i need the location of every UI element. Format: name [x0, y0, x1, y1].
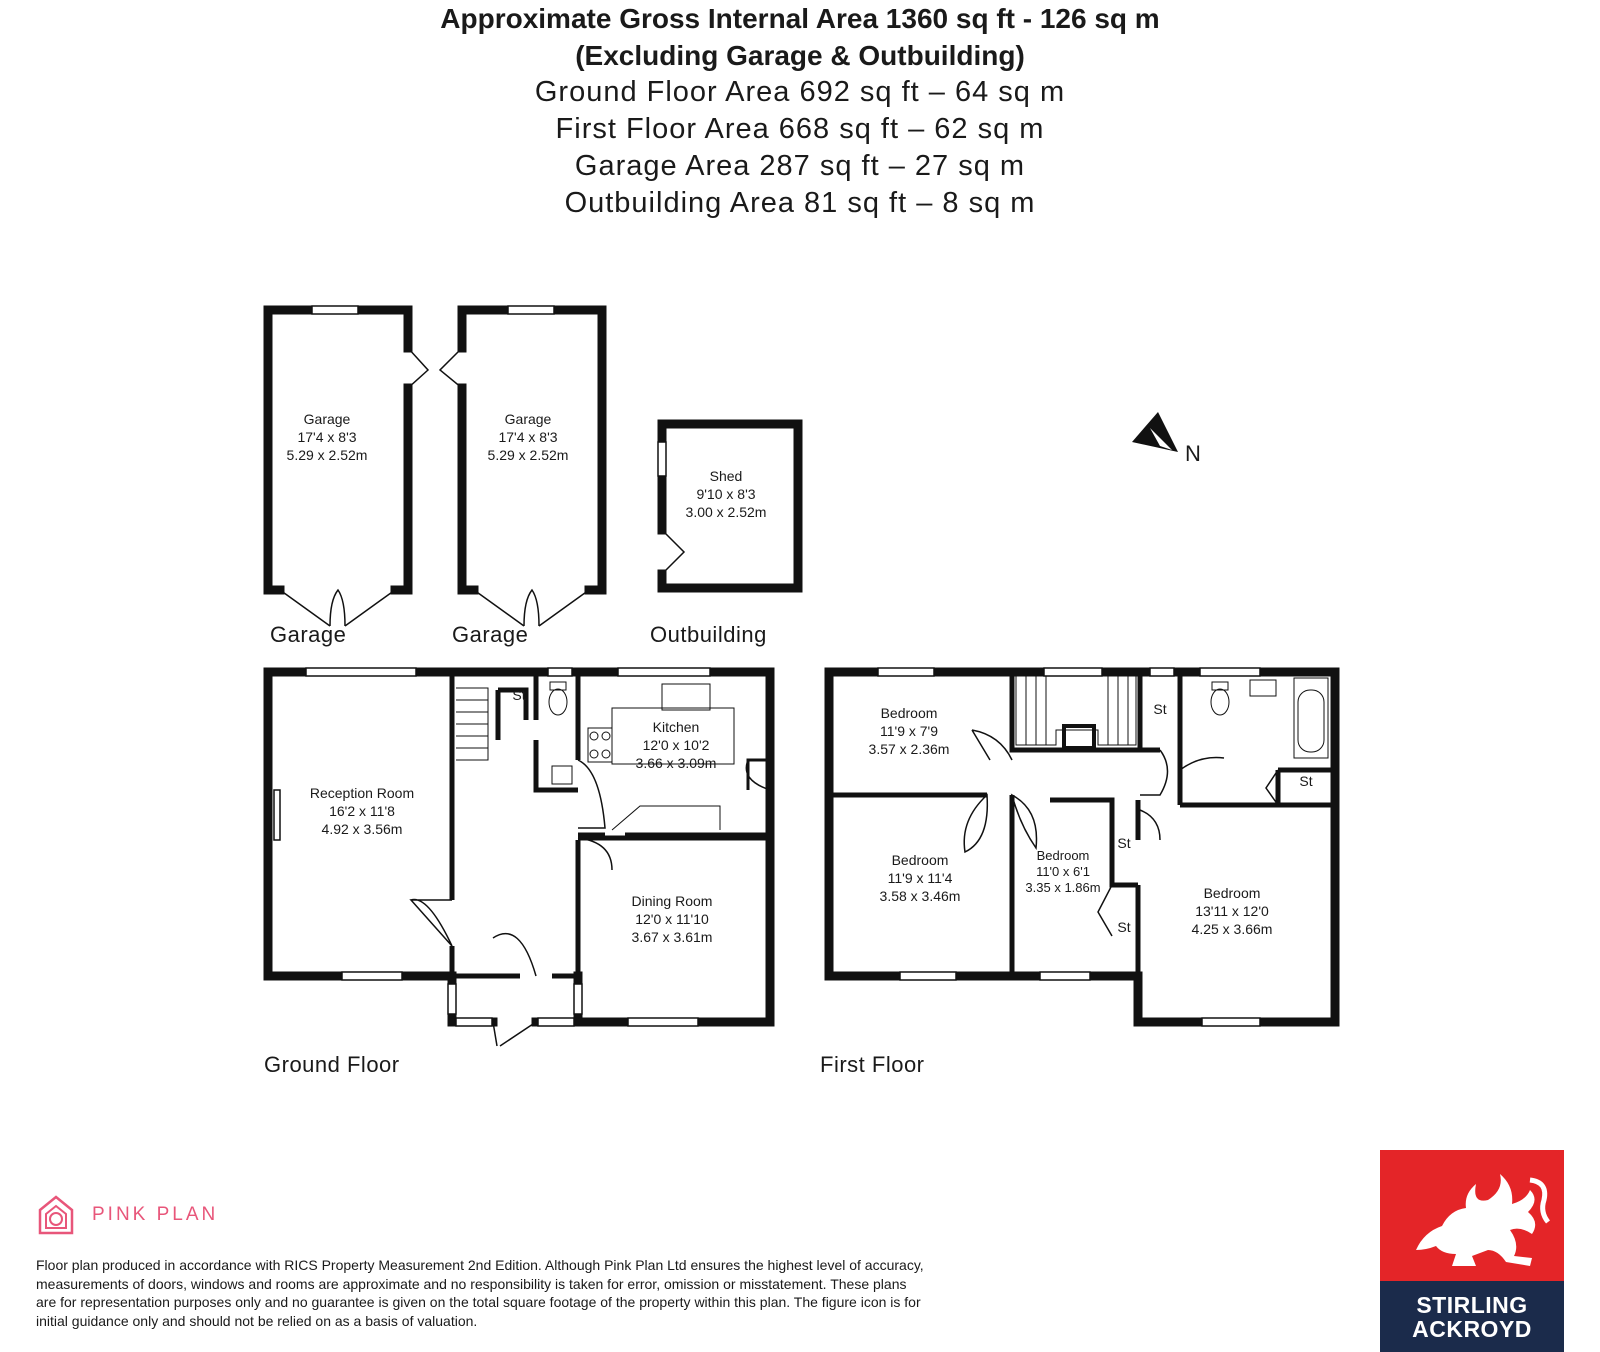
stirling-ackroyd-logo [1380, 1150, 1564, 1352]
bedroom-2-imperial: 11'9 x 11'4 [887, 870, 953, 886]
first-floor-area: First Floor Area 668 sq ft – 62 sq m [555, 113, 1045, 145]
garage-1-imperial: 17'4 x 8'3 [297, 429, 357, 445]
gross-area-title: Approximate Gross Internal Area 1360 sq ft - 126 sq m [440, 3, 1160, 34]
reception-name: Reception Room [309, 785, 415, 801]
garage-1-name: Garage [303, 411, 351, 427]
house-logo-icon [36, 1194, 76, 1236]
brand-navy-panel [1380, 1281, 1564, 1352]
bedroom-3-name: Bedroom [1036, 848, 1090, 863]
store-label-landing: St [1153, 701, 1167, 717]
store-label-lower: St [1117, 919, 1131, 935]
garage-1-area-label: Garage [270, 622, 347, 647]
pink-plan-logo [36, 1194, 218, 1236]
pink-plan-text: PINK PLAN [92, 1204, 219, 1225]
garage-2-area-label: Garage [452, 622, 529, 647]
bedroom-2-name: Bedroom [891, 852, 949, 868]
bedroom-1-imperial: 11'9 x 7'9 [879, 723, 939, 739]
disclaimer-text: Floor plan produced in accordance with RICS Property Measurement 2nd Edition. Although Pink Plan Ltd ensures the highest level of accuracy, measurements of doors, windows and rooms are approximate and no responsibility is taken for error, omission or misstatement. These plans are for representation purposes only and no guarantee is given on the total square footage of the property within this plan. The figure icon is for initial guidance only and should not be relied on as a basis of valuation. [36, 1257, 924, 1329]
store-label-middle: St [1117, 835, 1131, 851]
outbuilding-area-label: Outbuilding [650, 622, 767, 647]
gross-area-note: (Excluding Garage & Outbuilding) [575, 40, 1025, 71]
ground-floor-area: Ground Floor Area 692 sq ft – 64 sq m [534, 76, 1066, 108]
dining-imperial: 12'0 x 11'10 [635, 911, 709, 927]
bedroom-4-imperial: 13'11 x 12'0 [1195, 903, 1269, 919]
garage-2-imperial: 17'4 x 8'3 [498, 429, 558, 445]
bedroom-1-metric: 3.57 x 2.36m [868, 741, 950, 757]
bedroom-1-name: Bedroom [880, 705, 938, 721]
outbuilding-area: Outbuilding Area 81 sq ft – 8 sq m [564, 187, 1036, 219]
compass-north-label: N [1185, 441, 1202, 466]
shed-imperial: 9'10 x 8'3 [696, 486, 756, 502]
dining-metric: 3.67 x 3.61m [631, 929, 713, 945]
shed-metric: 3.00 x 2.52m [685, 504, 767, 520]
reception-imperial: 16'2 x 11'8 [329, 803, 395, 819]
bedroom-4-name: Bedroom [1203, 885, 1261, 901]
compass-arrow-icon [1132, 412, 1178, 452]
store-label-ground: St [512, 687, 526, 703]
griffin-icon [1380, 1150, 1564, 1281]
store-label-bathroom: St [1299, 773, 1313, 789]
bedroom-3-metric: 3.35 x 1.86m [1025, 880, 1101, 895]
garage-2-metric: 5.29 x 2.52m [487, 447, 569, 463]
ground-floor-label: Ground Floor [264, 1052, 400, 1077]
garage-area: Garage Area 287 sq ft – 27 sq m [574, 150, 1026, 182]
garage-2-name: Garage [504, 411, 552, 427]
brand-line-2: ACKROYD [1412, 1316, 1532, 1342]
first-floor-label: First Floor [820, 1052, 925, 1077]
kitchen-metric: 3.66 x 3.09m [635, 755, 717, 771]
shed-name: Shed [709, 468, 743, 484]
garage-1-metric: 5.29 x 2.52m [286, 447, 368, 463]
bedroom-2-metric: 3.58 x 3.46m [879, 888, 961, 904]
brand-red-panel [1380, 1150, 1564, 1281]
kitchen-imperial: 12'0 x 10'2 [642, 737, 710, 753]
kitchen-name: Kitchen [652, 719, 700, 735]
dining-name: Dining Room [631, 893, 713, 909]
bedroom-4-metric: 4.25 x 3.66m [1191, 921, 1273, 937]
reception-metric: 4.92 x 3.56m [321, 821, 403, 837]
brand-line-1: STIRLING [1416, 1292, 1528, 1318]
bedroom-3-imperial: 11'0 x 6'1 [1036, 864, 1090, 879]
